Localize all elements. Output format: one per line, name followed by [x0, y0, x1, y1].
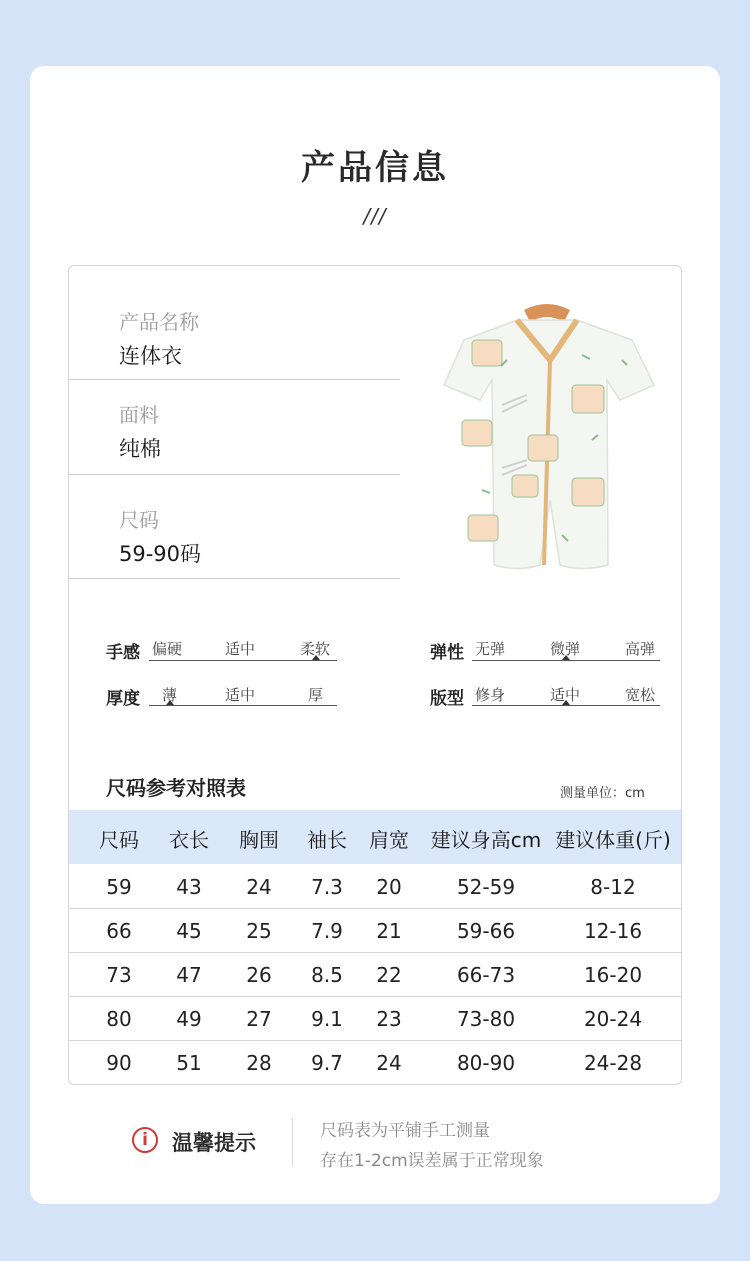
scale-option: 适中: [550, 686, 581, 704]
divider: [69, 578, 400, 579]
table-cell: 24-28: [583, 1051, 643, 1075]
table-cell: 49: [176, 1007, 202, 1031]
scale-marker-icon: [562, 655, 570, 660]
table-cell: 20: [376, 875, 402, 899]
column-header: 衣长: [169, 828, 209, 852]
scale-option: 微弹: [550, 640, 581, 658]
table-cell: 27: [246, 1007, 272, 1031]
table-row: [69, 996, 681, 1040]
scale-label-elasticity: 弹性: [430, 643, 464, 663]
scale-option: 偏硬: [152, 640, 183, 658]
scale-option: 适中: [225, 686, 256, 704]
field-product-name: [69, 300, 400, 380]
table-cell: 22: [376, 963, 402, 987]
scale-label-hand-feel: 手感: [106, 643, 140, 663]
scale-marker-icon: [312, 655, 320, 660]
scale-marker-icon: [562, 700, 570, 705]
column-header: 建议体重(斤): [555, 828, 671, 852]
scale-line: [149, 705, 337, 706]
tip-text: 尺码表为平铺手工测量: [320, 1121, 490, 1141]
table-cell: 8-12: [590, 875, 636, 899]
table-cell: 80: [106, 1007, 132, 1031]
table-row: [69, 1040, 681, 1084]
column-header: 尺码: [99, 828, 139, 852]
table-cell: 9.1: [311, 1007, 343, 1031]
table-cell: 59-66: [456, 919, 516, 943]
table-cell: 8.5: [311, 963, 343, 987]
field-value: 59-90码: [119, 542, 202, 566]
table-cell: 73-80: [456, 1007, 516, 1031]
divider: [69, 379, 400, 380]
field-value: 纯棉: [119, 437, 161, 461]
table-cell: 23: [376, 1007, 402, 1031]
table-cell: 12-16: [583, 919, 643, 943]
field-label: 尺码: [119, 508, 159, 532]
table-header: [69, 810, 681, 864]
scale-line: [472, 705, 660, 706]
table-cell: 24: [246, 875, 272, 899]
field-size: [69, 498, 400, 578]
table-cell: 25: [246, 919, 272, 943]
table-cell: 28: [246, 1051, 272, 1075]
tip-text: 存在1-2cm误差属于正常现象: [320, 1151, 544, 1171]
scale-option: 厚: [308, 686, 324, 704]
table-cell: 24: [376, 1051, 402, 1075]
table-cell: 52-59: [456, 875, 516, 899]
scale-option: 柔软: [300, 640, 331, 658]
scale-option: 宽松: [625, 686, 656, 704]
field-value: 连体衣: [119, 344, 182, 368]
scale-label-fit: 版型: [430, 689, 464, 709]
romper-product-image: [432, 300, 662, 585]
table-cell: 7.3: [311, 875, 343, 899]
scale-option: 适中: [225, 640, 256, 658]
table-cell: 47: [176, 963, 202, 987]
column-header: 袖长: [307, 828, 347, 852]
title-decoration: ///: [363, 204, 387, 228]
size-table-title: 尺码参考对照表: [106, 776, 246, 800]
scale-line: [149, 660, 337, 661]
scale-option: 薄: [162, 686, 178, 704]
table-cell: 20-24: [583, 1007, 643, 1031]
table-cell: 90: [106, 1051, 132, 1075]
scale-option: 修身: [475, 686, 506, 704]
table-cell: 73: [106, 963, 132, 987]
table-cell: 26: [246, 963, 272, 987]
scale-label-thickness: 厚度: [106, 689, 140, 709]
table-row: [69, 952, 681, 996]
table-cell: 59: [106, 875, 132, 899]
scale-option: 高弹: [625, 640, 656, 658]
scale-option: 无弹: [475, 640, 506, 658]
column-header: 肩宽: [369, 828, 409, 852]
divider: [292, 1118, 293, 1166]
table-cell: 66-73: [456, 963, 516, 987]
table-cell: 66: [106, 919, 132, 943]
table-cell: 9.7: [311, 1051, 343, 1075]
scale-line: [472, 660, 660, 661]
table-cell: 43: [176, 875, 202, 899]
tip-title: 温馨提示: [172, 1131, 256, 1155]
page-title: 产品信息: [301, 148, 449, 188]
field-label: 产品名称: [119, 310, 199, 334]
table-cell: 16-20: [583, 963, 643, 987]
table-cell: 80-90: [456, 1051, 516, 1075]
info-icon: i: [132, 1127, 158, 1153]
measurement-unit: 测量单位：cm: [560, 786, 645, 801]
column-header: 建议身高cm: [430, 828, 542, 852]
table-row: [69, 864, 681, 908]
table-cell: 45: [176, 919, 202, 943]
table-row: [69, 908, 681, 952]
field-fabric: [69, 393, 400, 473]
table-cell: 51: [176, 1051, 202, 1075]
table-cell: 21: [376, 919, 402, 943]
table-cell: 7.9: [311, 919, 343, 943]
field-label: 面料: [119, 403, 159, 427]
column-header: 胸围: [239, 828, 279, 852]
scale-marker-icon: [166, 700, 174, 705]
divider: [69, 474, 400, 475]
